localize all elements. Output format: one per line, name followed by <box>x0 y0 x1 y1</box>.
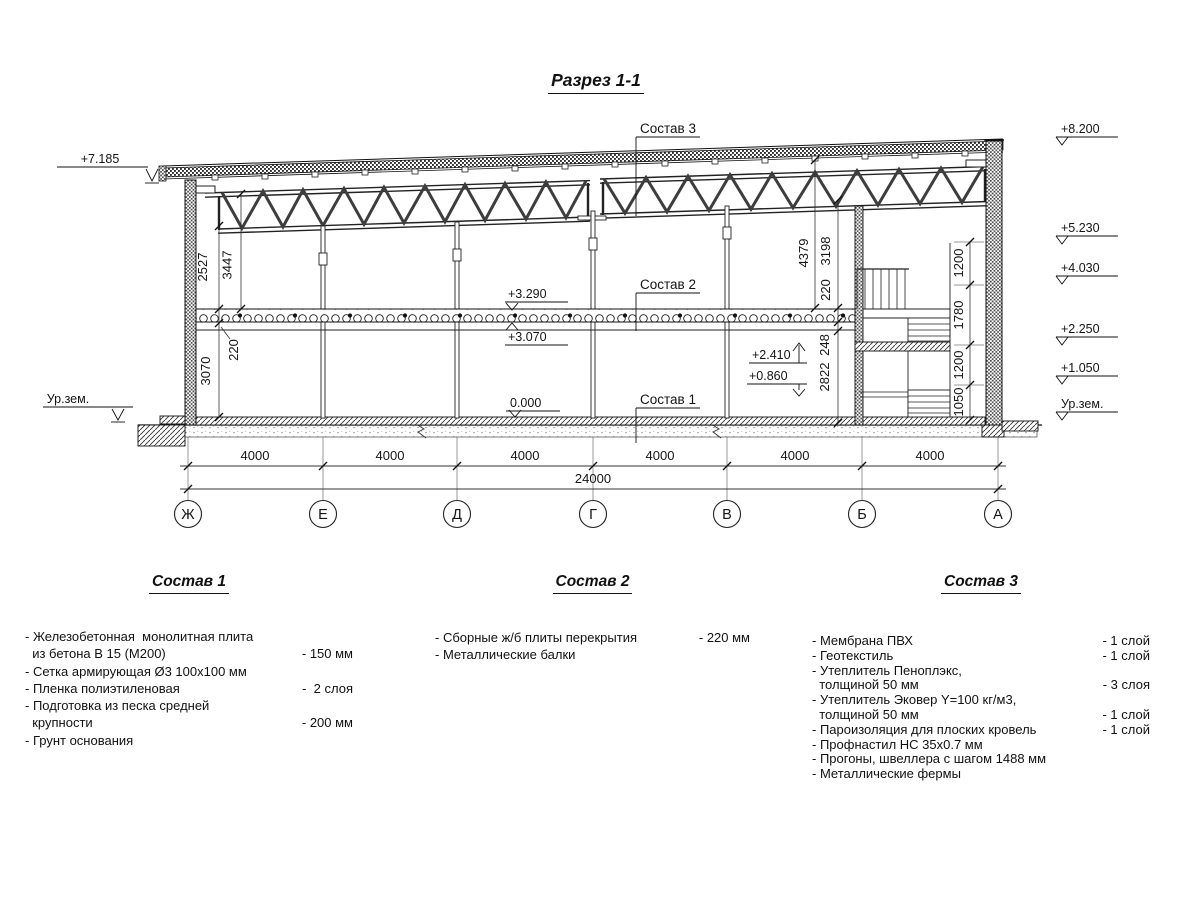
callout-sostav3-label: Состав 3 <box>640 121 696 136</box>
legend-item-text: - Пароизоляция для плоских кровель <box>812 721 1037 737</box>
foundation-left <box>138 425 185 446</box>
legend-item-text: - Металлические балки <box>435 646 576 662</box>
legend-item-text: - Профнастил НС 35х0.7 мм <box>812 736 983 752</box>
dim-1200a: 1200 <box>951 248 966 278</box>
levels-right <box>1056 137 1118 420</box>
level-3290: +3.290 <box>508 287 547 301</box>
callout-sostav2 <box>636 277 700 331</box>
truss-bearing-right <box>966 160 986 167</box>
legend-row <box>812 664 1150 679</box>
legend-row <box>812 752 1150 767</box>
legend-sostav-1 <box>25 573 353 749</box>
legend-item-text: - Геотекстиль <box>812 647 894 663</box>
level-zero <box>506 396 560 417</box>
legend-row <box>25 663 353 680</box>
wall-left <box>185 180 196 425</box>
level-8200: +8.200 <box>1061 122 1100 136</box>
dims-bottom <box>180 437 1006 500</box>
legend-item-value: - 1 слой <box>1102 706 1150 722</box>
floor-slab <box>196 417 985 425</box>
level-ground-right: Ур.зем. <box>1061 397 1104 411</box>
callout-sostav2-label: Состав 2 <box>640 277 696 292</box>
level-2250: +2.250 <box>1061 322 1100 336</box>
span-6: 4000 <box>915 448 945 463</box>
legend-item-text: - Грунт основания <box>25 732 134 748</box>
ground-base <box>138 416 1042 446</box>
column-splice <box>589 238 597 250</box>
legend-item-text: - Металлические фермы <box>812 766 961 782</box>
legend-item-value: - 150 мм <box>301 646 353 662</box>
legend1-title: Состав 1 <box>149 573 229 594</box>
axis-d: Д <box>452 507 462 523</box>
legend-item-text: - Пленка полиэтиленовая <box>25 680 180 696</box>
span-5: 4000 <box>780 448 810 463</box>
dim-2527: 2527 <box>195 252 210 282</box>
level-3070: +3.070 <box>508 330 547 344</box>
legend-row <box>435 630 750 647</box>
legend-row <box>435 647 750 664</box>
legend3-heading <box>812 573 1150 594</box>
dim-1050: 1050 <box>951 387 966 417</box>
legend-item-text: толщиной 50 мм <box>812 677 919 693</box>
legend-row <box>812 723 1150 738</box>
legend-item-value: - 2 слоя <box>302 680 353 696</box>
level-left-ground <box>43 392 133 422</box>
column-splice <box>319 253 327 265</box>
right-truss <box>600 167 988 219</box>
legend-item-text: толщиной 50 мм <box>812 706 919 722</box>
span-2: 4000 <box>375 448 405 463</box>
eave-end <box>159 166 166 181</box>
legend-sostav-3 <box>812 573 1150 782</box>
wall-right <box>986 141 1002 425</box>
dim-total: 24000 <box>574 471 612 486</box>
legend-row <box>812 649 1150 664</box>
legend-row <box>25 680 353 697</box>
axis-zh: Ж <box>181 507 195 523</box>
dim-248: 248 <box>817 334 832 356</box>
level-0860: +0.860 <box>749 369 788 383</box>
axis-bubbles <box>175 501 1012 528</box>
legend-item-text: - Сетка армирующая Ø3 100х100 мм <box>25 663 247 679</box>
axis-v: В <box>722 507 732 523</box>
dim-4379: 4379 <box>796 238 811 268</box>
legend-item-text: - Утеплитель Пеноплэкс, <box>812 662 962 678</box>
legend1-heading <box>25 573 353 594</box>
level-0000: 0.000 <box>510 396 542 410</box>
span-1: 4000 <box>240 448 270 463</box>
axis-e: Е <box>318 507 328 523</box>
legend-item-value: - 220 мм <box>698 630 750 645</box>
legend-row <box>812 678 1150 693</box>
stair-landing <box>855 342 950 351</box>
axis-b: Б <box>857 507 867 523</box>
legend-item-text: - Сборные ж/б плиты перекрытия <box>435 630 638 645</box>
span-3: 4000 <box>510 448 540 463</box>
legend-item-text: - Мембрана ПВХ <box>812 633 913 648</box>
legend-item-value: - 200 мм <box>301 715 353 731</box>
legend-row <box>25 697 353 714</box>
legend-item-text: - Подготовка из песка средней <box>25 698 210 714</box>
level-stair-up <box>749 343 807 363</box>
dim-3070: 3070 <box>198 356 213 386</box>
level-7185: +7.185 <box>80 152 120 166</box>
level-1050: +1.050 <box>1061 361 1100 375</box>
legend-item-text: из бетона В 15 (М200) <box>25 646 166 662</box>
callout-sostav3 <box>636 121 700 216</box>
legend-row <box>812 708 1150 723</box>
floor-slab-2 <box>196 309 855 330</box>
column-splice <box>723 227 731 239</box>
legend-item-value: - 1 слой <box>1102 633 1150 648</box>
dim-3198: 3198 <box>818 236 833 266</box>
foundation-right <box>982 425 1004 437</box>
legend-row <box>25 645 353 662</box>
legend-row <box>812 634 1150 649</box>
legend2-title: Состав 2 <box>553 573 633 594</box>
legend-row <box>25 628 353 645</box>
dim-2822: 2822 <box>817 362 832 392</box>
legend3-title: Состав 3 <box>941 573 1021 594</box>
level-5230: +5.230 <box>1061 221 1100 235</box>
legend-sostav-2 <box>435 573 750 663</box>
legend-item-value: - 1 слой <box>1102 647 1150 663</box>
span-4: 4000 <box>645 448 675 463</box>
legend-row <box>812 693 1150 708</box>
dim-220-left: 220 <box>226 339 241 361</box>
level-slab-bottom <box>505 323 568 345</box>
dim-1200b: 1200 <box>951 350 966 380</box>
axis-g: Г <box>589 507 597 523</box>
legend-item-text: - Железобетонная монолитная плита <box>25 629 254 644</box>
level-stair-down <box>747 369 807 396</box>
legend-item-text: - Прогоны, швеллера с шагом 1488 мм <box>812 751 1047 767</box>
legend-item-value: - 3 слоя <box>1102 677 1150 693</box>
dim-1780: 1780 <box>951 300 966 330</box>
legend2-heading <box>435 573 750 594</box>
stair-flight-upper <box>908 318 950 344</box>
level-slab-top <box>505 287 568 310</box>
legend-item-text: крупности <box>25 715 93 731</box>
column-splice <box>453 249 461 261</box>
level-2410: +2.410 <box>752 348 791 362</box>
left-truss <box>205 181 590 234</box>
legend-row <box>812 738 1150 753</box>
dim-3447: 3447 <box>219 250 235 280</box>
legend-row <box>25 732 353 749</box>
level-left-top <box>57 152 159 183</box>
level-4030: +4.030 <box>1061 261 1100 275</box>
drawing-title-text: Разрез 1-1 <box>548 70 644 94</box>
dim-220-right: 220 <box>818 279 833 301</box>
legend-row <box>25 714 353 731</box>
level-ground-left: Ур.зем. <box>46 392 90 406</box>
axis-a: А <box>993 507 1003 523</box>
callout-sostav1-label: Состав 1 <box>640 392 696 407</box>
legend-item-value: - 1 слой <box>1102 721 1150 737</box>
staircase <box>855 243 950 417</box>
legend-row <box>812 767 1150 782</box>
legend-item-text: - Утеплитель Эковер Y=100 кг/м3, <box>812 692 1017 708</box>
